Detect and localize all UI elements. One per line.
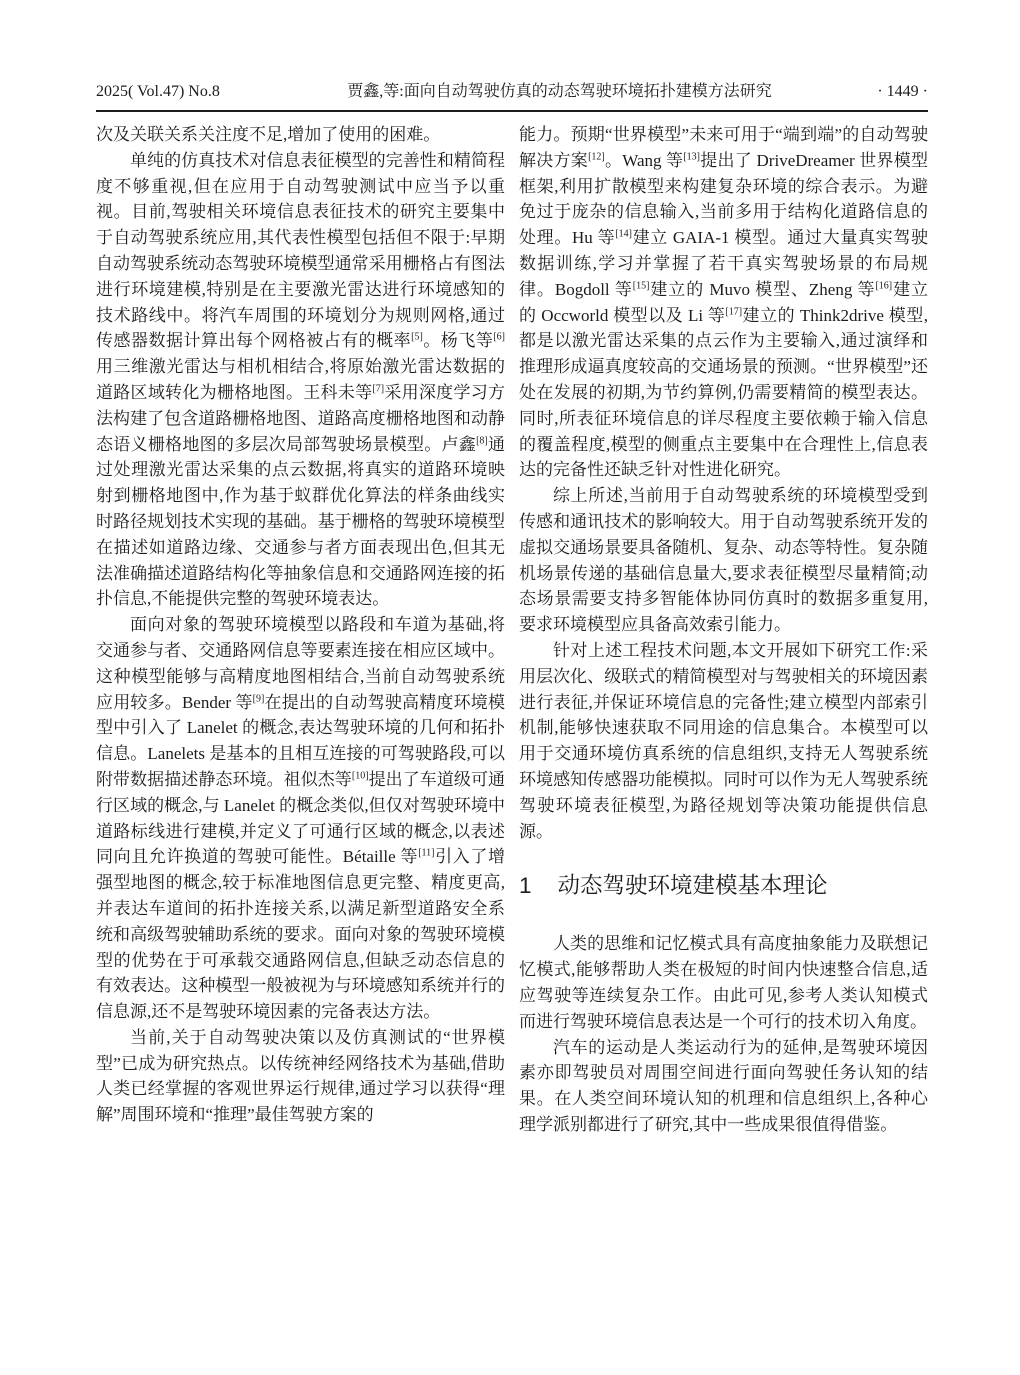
paragraph: 人类的思维和记忆模式具有高度抽象能力及联想记忆模式,能够帮助人类在极短的时间内快速整合信息,适应驾驶等连续复杂工作。由此可见,参考人类认知模式而进行驾驶环境信息表达是一个可行的技术切入角度。 xyxy=(519,934,928,1031)
two-column-body xyxy=(96,122,928,1138)
paragraph: 综上所述,当前用于自动驾驶系统的环境模型受到传感和通讯技术的影响较大。用于自动驾驶系统开发的虚拟交通场景要具备随机、复杂、动态等特性。复杂随机场景传递的基础信息量大,要求表征模型尽量精简;动态场景需要支持多智能体协同仿真时的数据多重复用,要求环境模型应具备高效索引能力。 xyxy=(519,486,928,635)
citation-ref: [16] xyxy=(875,280,893,292)
citation-ref: [8] xyxy=(476,434,488,446)
citation-ref: [13] xyxy=(683,151,700,163)
citation-ref: [17] xyxy=(725,305,743,317)
paragraph: 单纯的仿真技术对信息表征模型的完善性和精简程度不够重视,但在应用于自动驾驶测试中应当予以重视。目前,驾驶相关环境信息表征技术的研究主要集中于自动驾驶系统应用,其代表性模型包括但不限于:早期自动驾驶系统动态驾驶环境模型通常采用栅格占有图法进行环境建模,特别是在主要激光雷达进行环境感知的技术路线中。将汽车周围的环境划分为规则网格,通过传感器数据计算出每个网格被占有的概率[5]。杨飞等[6]用三维激光雷达与相机相结合,将原始激光雷达数据的道路区域转化为栅格地图。王科未等[7]采用深度学习方法构建了包含道路栅格地图、道路高度栅格地图和动静态语义栅格地图的多层次局部驾驶场景模型。卢鑫[8]通过处理激光雷达采集的点云数据,将真实的道路环境映射到栅格地图中,作为基于蚁群优化算法的样条曲线实时路径规划技术实现的基础。基于栅格的驾驶环境模型在描述如道路边缘、交通参与者方面表现出色,但其无法准确描述道路结构化等抽象信息和交通路网连接的拓扑信息,不能提供完整的驾驶环境表达。 xyxy=(96,150,506,609)
page-number: · 1449 · xyxy=(877,83,928,100)
citation-ref: [11] xyxy=(418,847,435,859)
citation-ref: [7] xyxy=(372,383,385,395)
citation-ref: [5] xyxy=(411,331,423,343)
paragraph: 次及关联关系关注度不足,增加了使用的困难。 xyxy=(96,125,441,144)
left-column xyxy=(96,122,505,1138)
section-number: 1 xyxy=(519,873,532,899)
paragraph: 汽车的运动是人类运动行为的延伸,是驾驶环境因素亦即驾驶员对周围空间进行面向驾驶任务认知的结果。在人类空间环境认知的机理和信息组织上,各种心理学派别都进行了研究,其中一些成果很值得借鉴。 xyxy=(519,1037,928,1134)
paragraph: 面向对象的驾驶环境模型以路段和车道为基础,将交通参与者、交通路网信息等要素连接在相应区域中。这种模型能够与高精度地图相结合,当前自动驾驶系统应用较多。Bender 等[9]在提出的自动驾驶高精度环境模型中引入了 Lanelet 的概念,表达驾驶环境的几何和拓扑信息。Lanelets 是基本的且相互连接的可驾驶路段,可以附带数据描述静态环境。祖似杰等[10]提出了车道级可通行区域的概念,与 Lanelet 的概念类似,但仅对驾驶环境中道路标线进行建模,并定义了可通行区域的概念,以表述同向且允许换道的驾驶可能性。Bétaille 等[11]引入了增强型地图的概念,较于标准地图信息更完整、精度更高,并表达车道间的拓扑连接关系,以满足新型道路安全系统和高级驾驶辅助系统的要求。面向对象的驾驶环境模型的优势在于可承载交通路网信息,但缺乏动态信息的有效表达。这种模型一般被视为与环境感知系统并行的信息源,还不是驾驶环境因素的完备表达方法。 xyxy=(96,615,506,1022)
journal-issue: 2025( Vol.47) No.8 xyxy=(96,83,220,100)
citation-ref: [6] xyxy=(493,331,506,343)
running-title: 贾鑫,等:面向自动驾驶仿真的动态驾驶环境拓扑建模方法研究 xyxy=(347,83,772,100)
citation-ref: [15] xyxy=(632,280,650,292)
paragraph: 当前,关于自动驾驶决策以及仿真测试的“世界模型”已成为研究热点。以传统神经网络技术为基础,借助人类已经掌握的客观世界运行规律,通过学习以获得“理解”周围环境和“推理”最佳驾驶方案的 xyxy=(96,1027,505,1125)
section-heading xyxy=(519,871,928,901)
citation-ref: [14] xyxy=(615,228,632,240)
citation-ref: [12] xyxy=(588,151,605,163)
paragraph: 能力。预期“世界模型”未来可用于“端到端”的自动驾驶解决方案[12]。Wang 等[13]提出了 DriveDreamer 世界模型框架,利用扩散模型来构建复杂环境的综合表示。为避免过于庞杂的信息输入,当前多用于结构化道路信息的处理。Hu 等[14]建立 GAIA-1 模型。通过大量真实驾驶数据训练,学习并掌握了若干真实驾驶场景的布局规律。Bogdoll 等[15]建立的 Muvo 模型、Zheng 等[16]建立的 Occworld 模型以及 Li 等[17]建立的 Think2drive 模型,都是以激光雷达采集的点云作为主要输入,通过演绎和推理形成逼真度较高的交通场景的预测。“世界模型”还处在发展的初期,为节约算例,仍需要精简的模型表达。同时,所表征环境信息的详尽程度主要依赖于输入信息的覆盖程度,模型的侧重点主要集中在合理性上,信息表达的完备性还缺乏针对性进化研究。 xyxy=(519,125,929,480)
right-column xyxy=(519,122,928,1138)
page-header xyxy=(96,0,928,112)
section-title: 动态驾驶环境建模基本理论 xyxy=(557,873,828,899)
citation-ref: [9] xyxy=(252,692,265,704)
citation-ref: [10] xyxy=(351,770,369,782)
paragraph: 针对上述工程技术问题,本文开展如下研究工作:采用层次化、级联式的精简模型对与驾驶相关的环境因素进行表征,并保证环境信息的完备性;建立模型内部索引机制,能够快速获取不同用途的信息集合。本模型可以用于交通环境仿真系统的信息组织,支持无人驾驶系统环境感知传感器功能模拟。同时可以作为无人驾驶系统驾驶环境表征模型,为路径规划等决策功能提供信息源。 xyxy=(519,640,928,841)
